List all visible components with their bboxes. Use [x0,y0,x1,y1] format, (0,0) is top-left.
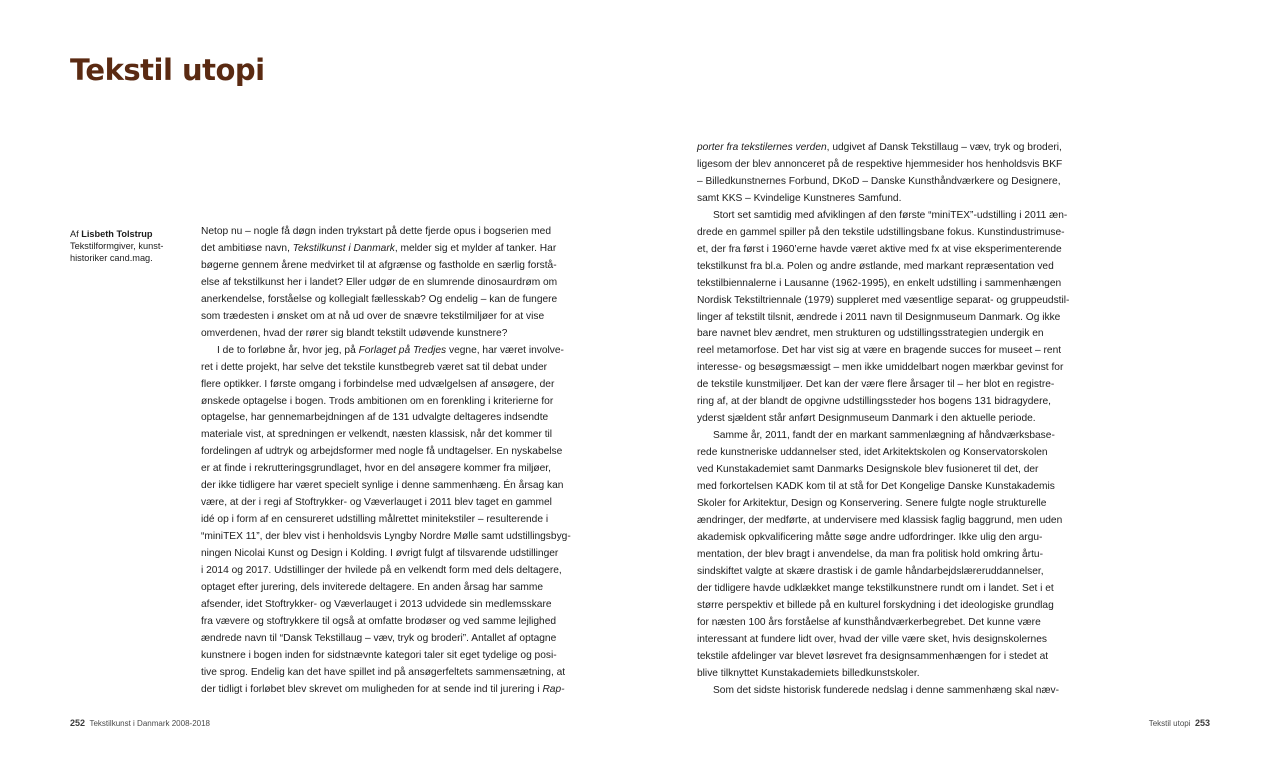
text-segment: ændrede navn til “Dansk Tekstillaug – væv, tryk og broderi”. Antallet af optagne [201,632,557,644]
footer-right [1149,717,1210,730]
text-segment: tekstile afdelinger var blevet løsrevet fra designsammenhængen for i stedet at [697,650,1049,662]
text-segment: bøgerne gennem årene medvirket til at afgrænse og fastholde en særlig forstå- [201,259,557,271]
text-line [697,310,1085,327]
text-segment: Skoler for Arkitektur, Design og Konservering. Senere fulgte nogle strukturelle [697,498,1047,510]
text-segment: Samme år, 2011, fandt der en markant sammenlægning af håndværksbase- [713,430,1055,442]
left-text-column [201,224,586,699]
text-line [201,292,586,309]
text-line [201,275,586,292]
text-segment: ved Kunstakademiet samt Danmarks Designskole blev fusioneret til det, der [697,464,1039,476]
text-segment: Stort set samtidig med afviklingen af den første “miniTEX”-udstilling i 2011 æn- [713,209,1068,221]
text-segment: ningen Nicolai Kunst og Design i Kolding. I øvrigt fulgt af tilsvarende udstillinger [201,548,559,560]
text-segment: reel metamorfose. Det har vist sig at være en bragende succes for museet – rent [697,345,1062,357]
text-segment: else af tekstilkunst her i landet? Eller udgør de en slumrende dinosaurdrøm om [201,276,558,288]
text-line [697,174,1085,191]
text-line [697,547,1085,564]
text-segment: idé op i form af en censureret udstilling målrettet minitekstiler – resulterende i [201,514,549,526]
text-line [201,546,586,563]
text-line [201,360,586,377]
text-segment: mentation, der blev bragt i anvendelse, da man fra politisk hold omkring årtu- [697,548,1043,560]
text-line [201,410,586,427]
text-line [697,191,1085,208]
text-line [201,529,586,546]
text-line [697,683,1085,700]
text-segment: tive sprog. Endelig kan det have spillet ind på ansøgerfeltets sammensætning, at [201,666,566,678]
text-line [201,665,586,682]
text-segment: som trædesten i ønsket om at nå ud over de snævre tekstilmiljøer for at vise [201,310,545,322]
text-segment: , udgivet af Dansk Tekstillaug – væv, tryk og broderi, [826,142,1062,153]
text-line [697,581,1085,598]
byline-role-line: Tekstilformgiver, kunst- [70,241,164,251]
text-line [697,428,1085,445]
text-line [201,343,586,360]
text-segment: er at finde i rekrutteringsgrundlaget, hvor en del ansøgere kommer fra miljøer, [201,463,551,475]
text-segment: flere optikker. I første omgang i forbindelse med udvælgelsen af ansøgere, der [201,378,555,390]
text-line [201,427,586,444]
text-segment: – Billedkunstnernes Forbund, DKoD – Danske Kunsthåndværkere og Designere, [697,175,1061,187]
text-segment: i 2014 og 2017. Udstillinger der hvilede på en velkendt form med dels deltagere, [201,565,562,577]
text-line [201,478,586,495]
text-line [697,445,1085,462]
text-segment: Netop nu – nogle få døgn inden trykstart på dette fjerde opus i bogserien med [201,226,551,237]
text-segment: sindskiftet valgte at skære drastisk i de gamle håndarbejdslæreruddannelser, [697,565,1044,577]
text-line [201,224,586,241]
text-line [201,597,586,614]
text-line [697,462,1085,479]
text-line [201,495,586,512]
text-segment: tekstilbiennalerne i Lausanne (1962-1995), en enkelt udstilling i sammenhængen [697,277,1062,289]
text-segment: der tidligt i forløbet blev skrevet om muligheden for at sende ind til jurering i [201,683,543,695]
footer-left [70,717,210,730]
text-line [697,242,1085,259]
text-segment: fra vævere og stoftrykkere til også at omfatte brodøser og ved samme lejlighed [201,615,557,627]
text-segment: større perspektiv et billede på en kulturel forskydning i det ideologiske grundlag [697,599,1054,611]
text-line [697,598,1085,615]
text-line [201,309,586,326]
text-line [697,649,1085,666]
text-segment: linger af tekstilt tilsnit, ændrede i 2011 navn til Designmuseum Danmark. Og ikke [697,311,1061,323]
text-segment: med forkortelsen KADK kom til at stå for Det Kongelige Danske Kunstakademis [697,481,1055,493]
text-segment: der tidligere havde udklækket mange tekstilkunstnere rundt om i landet. Set i et [697,582,1054,594]
text-segment: samt KKS – Kvindelige Kunstneres Samfund. [697,192,902,204]
italic-text: Tekstilkunst i Danmark [292,242,395,254]
text-segment: yderst sjældent står anført Designmuseum Danmark i den aktuelle periode. [697,413,1036,425]
text-line [697,564,1085,581]
text-segment: drede en gammel spiller på den tekstile udstillingsbane fokus. Kunstindustrimuse- [697,226,1065,238]
text-segment: optagelse, har gennemarbejdningen af de 131 udvalgte deltageres indsendte [201,412,549,424]
text-line [697,479,1085,496]
text-line [201,326,586,343]
text-segment: ønskede optagelse i bogen. Trods ambitionen om en forenkling i kriterierne for [201,395,554,407]
text-segment: de tekstile kunstmiljøer. Det kan der være flere årsager til – her blot en registre- [697,379,1055,391]
text-line [697,360,1085,377]
text-segment: ret i dette projekt, har selve det tekstile kunstbegreb været sat til debat under [201,361,547,373]
text-line [201,512,586,529]
italic-text: porter fra tekstilernes verden [697,142,827,153]
italic-text: Forlaget på Tredjes [358,344,447,356]
text-segment: materiale vist, at spredningen er velkendt, næsten klassisk, når det kommer til [201,429,553,441]
running-title-right: Tekstil utopi [1148,719,1191,728]
page-number-right: 253 [1194,718,1210,728]
text-line [697,208,1085,225]
text-line [697,632,1085,649]
text-line [201,580,586,597]
text-line [697,530,1085,547]
text-line [201,444,586,461]
text-line [697,259,1085,276]
text-line [697,343,1085,360]
text-segment: interesse- og besøgsmæssigt – men ikke umiddelbart nogen mærkbar gevinst for [697,362,1064,374]
running-title-left: Tekstilkunst i Danmark 2008-2018 [89,719,210,728]
text-segment: “miniTEX 11”, der blev vist i henholdsvis Lyngby Nordre Mølle samt udstillingsbyg- [201,531,571,543]
text-segment: I de to forløbne år, hvor jeg, på [217,344,359,356]
text-segment: blive tilknyttet Kunstakademiets billedkunstskoler. [697,667,920,679]
text-segment: fordelingen af udtryk og arbejdsformer med nogle få undtagelser. En nyskabelse [201,446,563,458]
text-segment: interessant at fundere lidt over, hvad der ville være sket, hvis designskolernes [697,633,1047,645]
text-segment: være, at der i regi af Stoftrykker- og Væverlauget i 2011 blev taget en gammel [201,497,552,509]
text-segment: det ambitiøse navn, [201,242,293,254]
text-line [697,157,1085,174]
text-line [201,258,586,275]
text-line [697,276,1085,293]
text-segment: et, der fra først i 1960’erne havde været aktive med fx at vise eksperimenterende [697,243,1062,255]
text-segment: afsender, idet Stoftrykker- og Væverlauget i 2013 udvidede sin medlemsskare [201,598,552,610]
text-line [201,631,586,648]
text-line [697,377,1085,394]
text-segment: bare navnet blev ændret, men strukturen og udstillingsstrategien undergik en [697,328,1044,340]
text-segment: rede kunstneriske uddannelser sted, idet Arkitektskolen og Konservatorskolen [697,447,1048,459]
text-line [697,140,1085,157]
text-segment: vegne, har været involve- [446,344,564,356]
right-text-column [697,140,1085,699]
text-segment: ændringer, der medførte, at undervisere med klassisk faglig baggrund, men uden [697,514,1063,526]
text-line [201,563,586,580]
text-segment: tekstilkunst fra bl.a. Polen og andre østlande, med markant repræsentation ved [697,260,1054,272]
text-segment: omverdenen, hvad der rører sig blandt tekstilt udøvende kunstnere? [201,327,508,339]
text-line [697,326,1085,343]
text-segment: ring af, at der blandt de opgivne udstillingssteder hos bogens 131 bidragydere, [697,396,1051,408]
text-line [697,411,1085,428]
text-segment: ligesom der blev annonceret på de respektive hjemmesider hos henholdsvis BKF [697,158,1063,170]
text-line [201,394,586,411]
text-line [201,614,586,631]
text-line [697,496,1085,513]
text-line [697,666,1085,683]
text-line [697,225,1085,242]
text-line [201,461,586,478]
byline-prefix: Af [70,229,82,239]
author-byline [70,228,190,264]
text-segment: optaget efter jurering, dels inviterede deltagere. En anden årsag har samme [201,582,544,594]
byline-author-line [70,228,190,240]
page-number-left: 252 [70,718,86,728]
text-segment: kunstnere i bogen inden for sidstnævnte kategori taler sit eget tydelige og posi- [201,649,557,661]
text-segment: , melder sig et mylder af tanker. Har [394,242,557,254]
text-line [201,682,586,699]
text-line [201,648,586,665]
text-line [697,394,1085,411]
italic-text: Rap- [542,683,565,695]
text-line [697,615,1085,632]
text-line [697,293,1085,310]
text-line [201,241,586,258]
text-segment: akademisk opkvalificering måtte søge andre udfordringer. Ikke ulig den argu- [697,531,1043,543]
text-segment: for næsten 100 års forståelse af kunsthåndværkerbegrebet. Det kunne være [697,616,1041,628]
text-segment: der ikke tidligere har været specielt synlige i denne sammenhæng. Én årsag kan [201,480,564,492]
text-segment: anerkendelse, forståelse og kollegialt fællesskab? Og endelig – kan de fungere [201,293,558,305]
text-segment: Som det sidste historisk funderede nedslag i denne sammenhæng skal næv- [713,684,1059,696]
text-line [697,513,1085,530]
text-segment: Nordisk Tekstiltriennale (1979) suppleret med væsentlige separat- og gruppeudstil- [697,294,1070,306]
byline-author: Lisbeth Tolstrup [81,229,153,239]
byline-role-line: historiker cand.mag. [70,253,153,263]
text-line [201,377,586,394]
page-title: Tekstil utopi [70,53,265,87]
